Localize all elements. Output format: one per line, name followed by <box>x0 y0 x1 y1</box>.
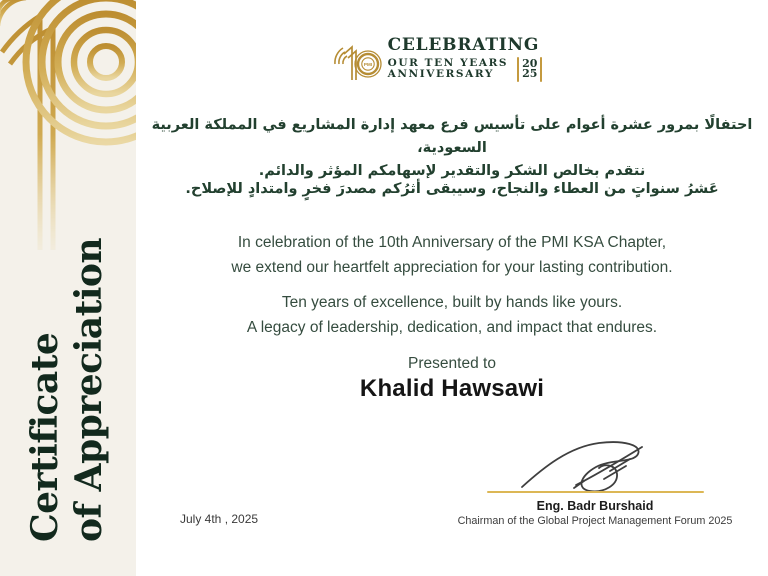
signatory-title: Chairman of the Global Project Management Forum 2025 <box>457 515 733 527</box>
left-panel <box>0 0 136 576</box>
english-p2-line2: A legacy of leadership, dedication, and impact that endures. <box>246 319 658 336</box>
year-2025-badge <box>517 57 542 82</box>
arabic-p1-line1: احتفالًا بمرور عشرة أعوام على تأسيس فرع معهد إدارة المشاريع في المملكة العربية السعودية، <box>151 117 753 156</box>
english-p2-line1: Ten years of excellence, built by hands like yours. <box>281 294 623 311</box>
year-bottom: 25 <box>522 67 538 81</box>
arabic-paragraph-2 <box>136 178 768 201</box>
certificate-title <box>24 238 112 542</box>
signatory-name: Eng. Badr Burshaid <box>536 499 654 513</box>
english-paragraph-2 <box>136 290 768 340</box>
certificate-title-line2: of Appreciation <box>67 237 110 542</box>
year-right-bar <box>540 57 542 82</box>
signature-scribble-icon <box>514 437 674 493</box>
logo-subtitle-line1: OUR TEN YEARS <box>387 56 509 69</box>
issue-date: July 4th , 2025 <box>180 512 259 526</box>
pmi-glyph: PMI <box>363 62 372 67</box>
presented-to-label: Presented to <box>408 355 496 372</box>
english-p1-line2: we extend our heartfelt appreciation for your lasting contribution. <box>231 259 673 276</box>
certificate-title-line1: Certificate <box>24 332 66 542</box>
signature-divider-line <box>487 491 704 493</box>
arabic-paragraph-1 <box>136 114 768 183</box>
logo-subtitle-line2: ANNIVERSARY <box>387 68 494 81</box>
anniversary-logo <box>136 36 768 88</box>
year-top: 20 <box>522 56 538 70</box>
recipient-name: Khalid Hawsawi <box>359 375 545 402</box>
arabic-p2-line1: عَشرُ سنواتٍ من العطاء والنجاح، وسيبقى أثرُكم مصدرَ فخرٍ وامتدادٍ للإصلاح. <box>185 181 719 197</box>
english-paragraph-1 <box>136 230 768 280</box>
arabic-p1-line2: نتقدم بخالص الشكر والتقدير لإسهامكم المؤثر والدائم. <box>258 163 646 179</box>
celebrating-label: CELEBRATING <box>387 35 540 55</box>
ten-years-pmi-mark-icon <box>334 38 382 88</box>
english-p1-line1: In celebration of the 10th Anniversary of the PMI KSA Chapter, <box>237 234 667 251</box>
